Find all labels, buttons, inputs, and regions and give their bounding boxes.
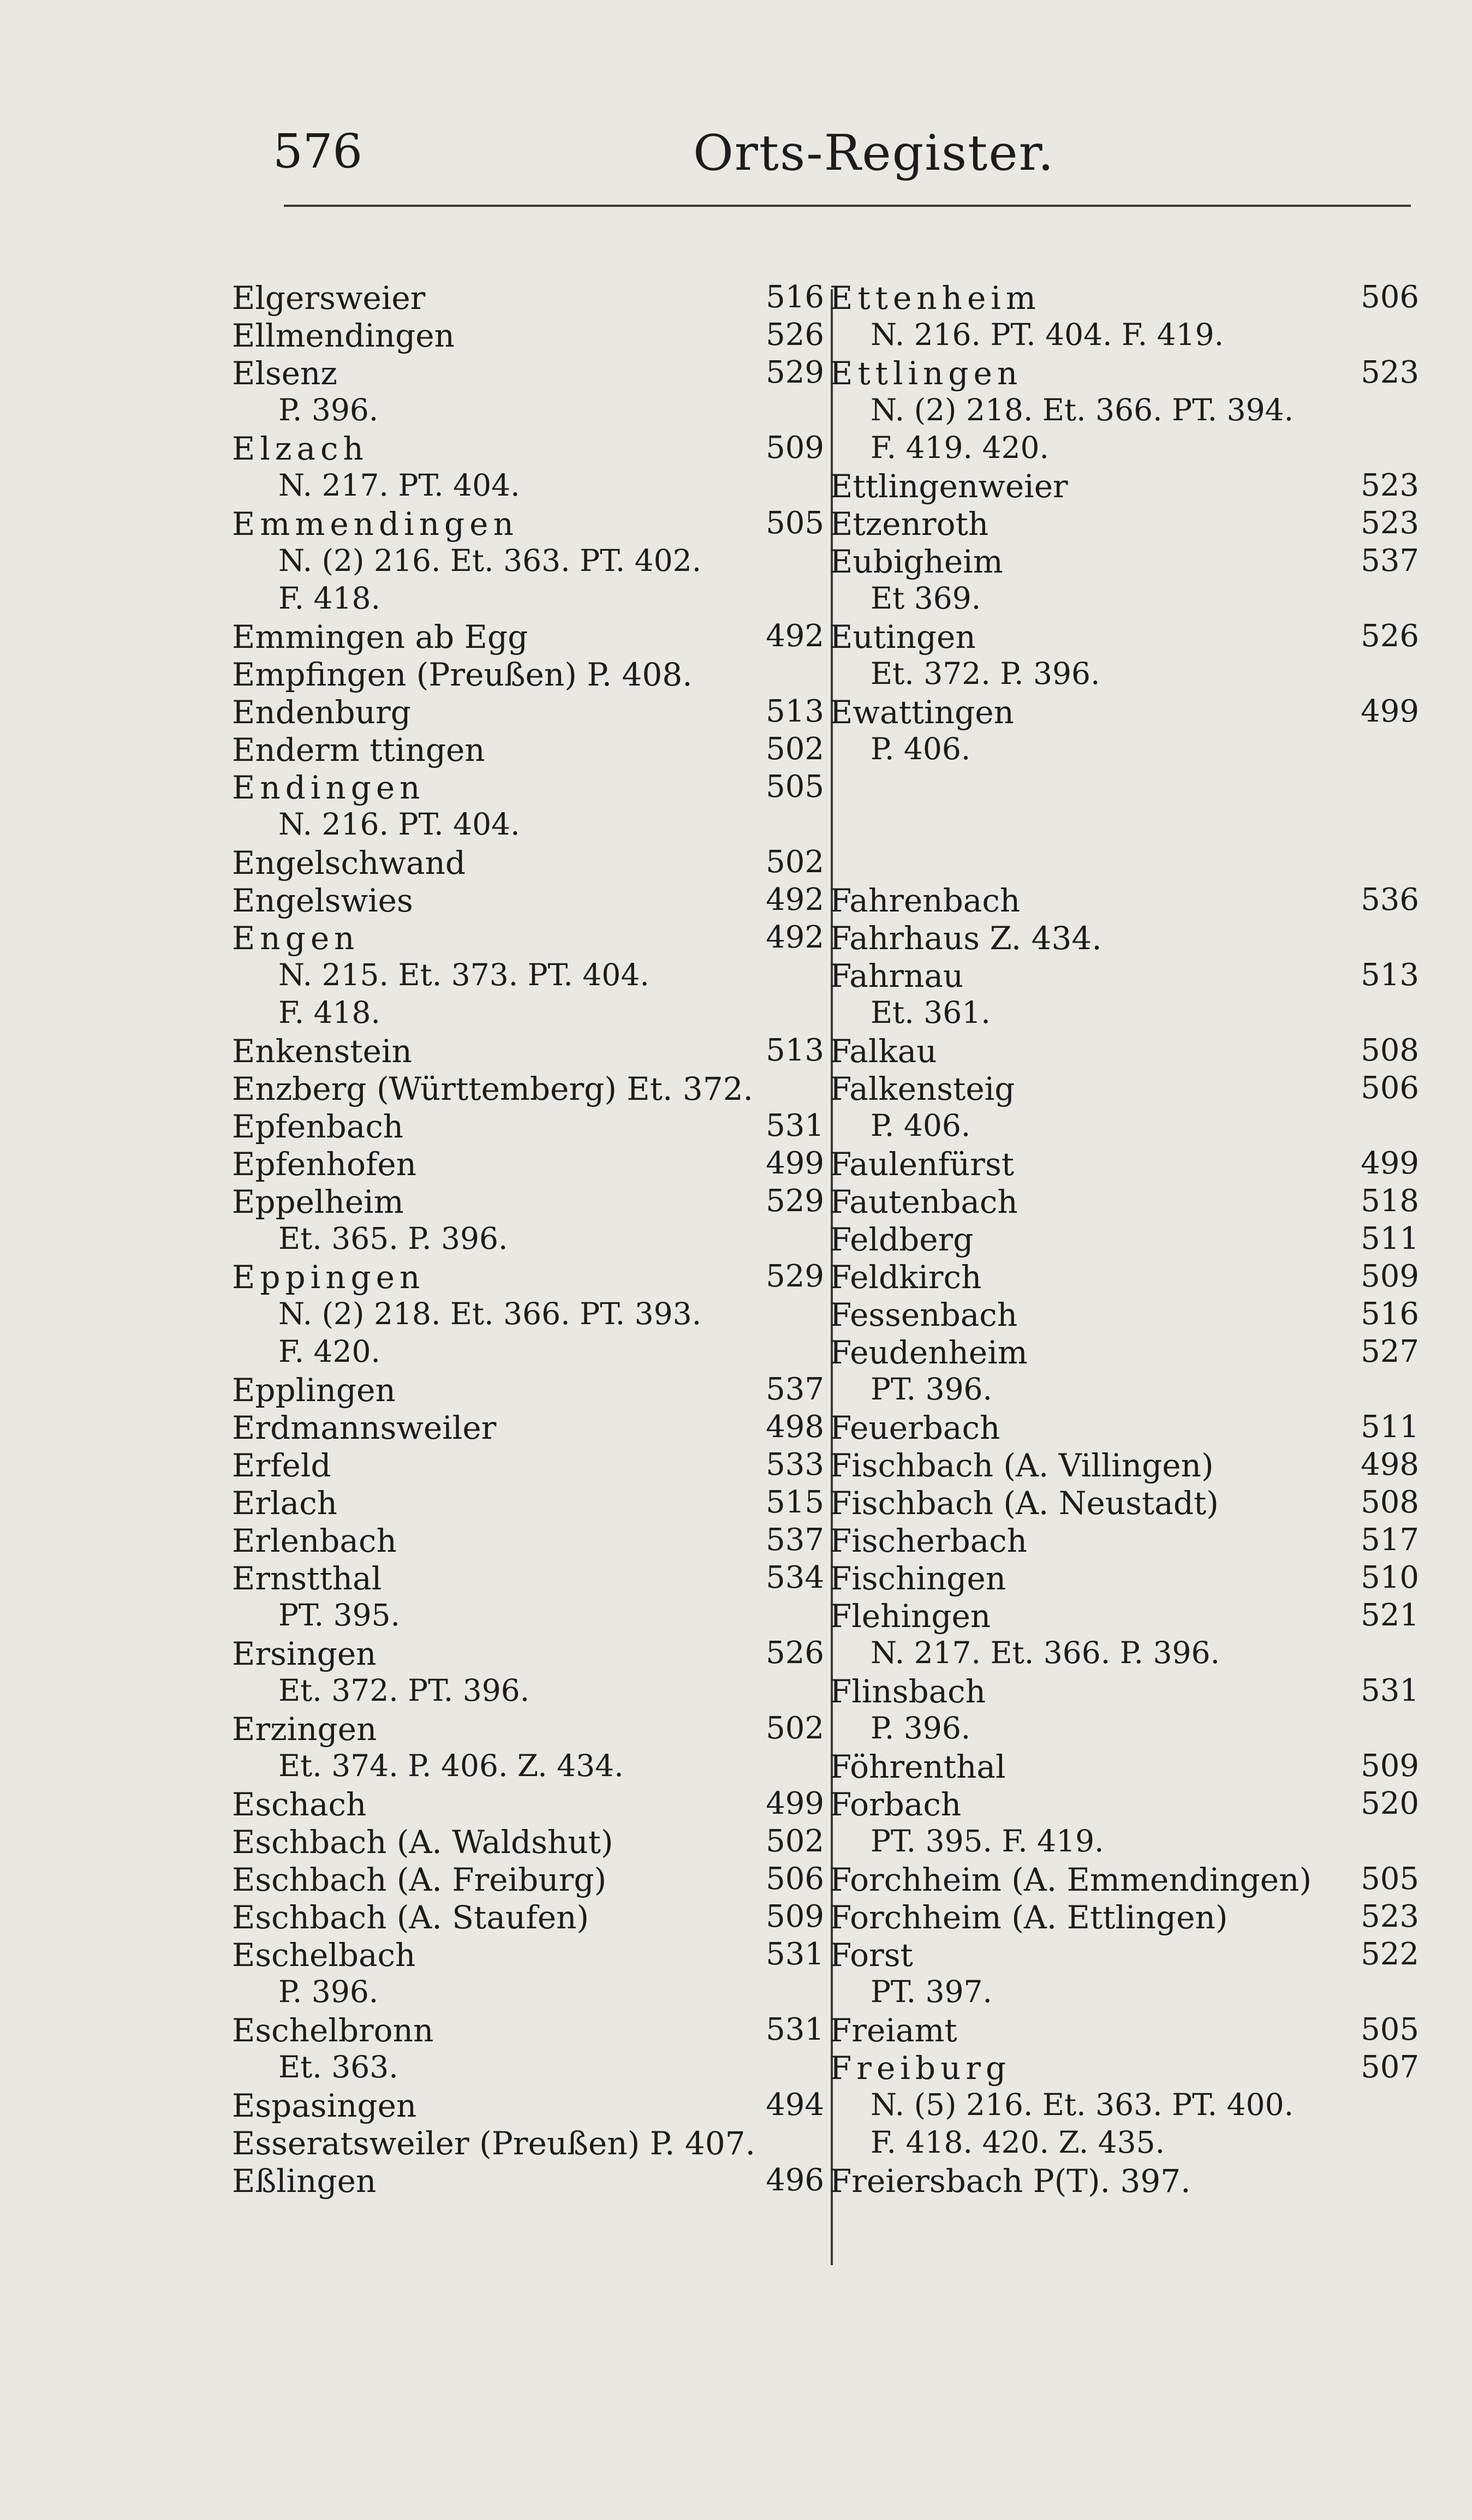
page-ref: 496 <box>766 2162 824 2198</box>
place-name: Erdmannsweiler <box>232 1409 497 1446</box>
page-ref: 526 <box>766 317 824 353</box>
index-entry <box>232 1934 824 1972</box>
place-name: Epfenbach <box>232 1108 404 1145</box>
index-subline <box>830 993 1419 1030</box>
place-name: Flehingen <box>830 1598 991 1635</box>
index-subline <box>232 2047 824 2085</box>
index-entry <box>232 1633 824 1671</box>
page-ref: 529 <box>766 1183 824 1219</box>
subline-text: F. 418. <box>278 581 381 616</box>
index-entry <box>830 1934 1419 1972</box>
index-entry <box>232 1784 824 1821</box>
index-entry <box>830 1256 1419 1294</box>
place-name: Endenburg <box>232 694 411 731</box>
place-name: Eutingen <box>830 618 976 656</box>
page-ref: 508 <box>1361 1033 1419 1068</box>
page-ref: 492 <box>766 920 824 955</box>
place-name: Ettenheim <box>830 279 1041 317</box>
place-name: Etzenroth <box>830 505 989 543</box>
page-ref: 505 <box>766 769 824 805</box>
index-subline <box>232 1972 824 2010</box>
page-ref: 502 <box>766 844 824 880</box>
place-name: Elzach <box>232 430 368 467</box>
subline-text: Et. 361. <box>871 995 991 1030</box>
page-ref: 516 <box>1361 1296 1419 1332</box>
place-name: Faulenfürst <box>830 1146 1015 1183</box>
place-name: Enkenstein <box>232 1033 412 1070</box>
page-ref: 516 <box>766 279 824 315</box>
page-ref: 531 <box>766 2012 824 2047</box>
index-subline <box>232 805 824 842</box>
place-name: Freiburg <box>830 2050 1011 2087</box>
index-subline <box>232 955 824 993</box>
place-name: Fahrhaus Z. 434. <box>830 920 1102 957</box>
subline-text: N. (5) 216. Et. 363. PT. 400. <box>871 2087 1294 2122</box>
subline-text: Et. 374. P. 406. Z. 434. <box>278 1748 624 1783</box>
place-name: Fischerbach <box>830 1522 1027 1559</box>
index-entry <box>830 353 1419 390</box>
index-entry <box>232 277 824 315</box>
index-entry <box>232 503 824 541</box>
place-name: Emmingen ab Egg <box>232 618 528 656</box>
page-ref: 527 <box>1361 1334 1419 1369</box>
place-name: Feldkirch <box>830 1259 982 1296</box>
page-ref: 511 <box>1361 1409 1419 1445</box>
index-subline <box>232 466 824 503</box>
page-ref: 498 <box>1361 1447 1419 1482</box>
index-subline <box>830 654 1419 692</box>
index-subline <box>232 1746 824 1784</box>
page-ref: 523 <box>1361 468 1419 503</box>
page-ref: 517 <box>1361 1522 1419 1558</box>
page-ref: 511 <box>1361 1221 1419 1256</box>
page-ref: 492 <box>766 882 824 918</box>
index-entry <box>232 1106 824 1143</box>
index-entry <box>232 428 824 466</box>
page-ref: 505 <box>766 505 824 541</box>
page-ref: 537 <box>1361 543 1419 579</box>
index-entry <box>830 1143 1419 1181</box>
page-ref: 502 <box>766 1711 824 1746</box>
page-ref: 531 <box>766 1937 824 1972</box>
page-ref: 529 <box>766 355 824 390</box>
subline-text: Et. 372. P. 396. <box>871 656 1100 691</box>
page-ref: 522 <box>1361 1937 1419 1972</box>
index-entry <box>232 1030 824 1068</box>
subline-text: Et. 365. P. 396. <box>278 1221 508 1256</box>
index-subline <box>830 729 1419 767</box>
page-ref: 499 <box>1361 694 1419 729</box>
subline-text: Et. 363. <box>278 2050 398 2084</box>
page-ref: 506 <box>766 1861 824 1897</box>
subline-text: P. 406. <box>871 1108 971 1143</box>
index-entry <box>830 1181 1419 1219</box>
index-entry <box>830 1595 1419 1633</box>
subline-text: Et 369. <box>871 581 981 616</box>
page-ref: 518 <box>1361 1183 1419 1219</box>
subline-text: N. 217. Et. 366. P. 396. <box>871 1635 1220 1670</box>
left-column <box>232 277 824 2198</box>
index-entry <box>232 1520 824 1558</box>
place-name: Ettlingen <box>830 355 1023 392</box>
index-entry <box>232 1482 824 1520</box>
index-subline <box>830 579 1419 616</box>
page-ref: 498 <box>766 1409 824 1445</box>
right-column <box>830 277 1419 2198</box>
page-ref: 537 <box>766 1522 824 1558</box>
place-name: Fautenbach <box>830 1183 1018 1220</box>
index-entry <box>830 1520 1419 1558</box>
page-ref: 534 <box>766 1560 824 1595</box>
place-name: Feldberg <box>830 1221 974 1258</box>
place-name: Forbach <box>830 1786 962 1823</box>
index-subline <box>232 1671 824 1708</box>
index-entry <box>830 1294 1419 1332</box>
subline-text: PT. 396. <box>871 1372 993 1407</box>
place-name: Forchheim (A. Emmendingen) <box>830 1861 1312 1898</box>
place-name: Ernstthal <box>232 1560 382 1597</box>
subline-text: N. (2) 218. Et. 366. PT. 393. <box>278 1296 702 1331</box>
index-entry <box>232 654 824 692</box>
place-name: Falkau <box>830 1033 937 1070</box>
index-entry <box>830 955 1419 993</box>
index-subline <box>232 1219 824 1256</box>
index-entry <box>232 1256 824 1294</box>
index-entry <box>232 616 824 654</box>
place-name: Fischbach (A. Neustadt) <box>830 1485 1219 1522</box>
index-entry <box>232 315 824 353</box>
subline-text: N. 217. PT. 404. <box>278 468 520 503</box>
index-entry <box>232 767 824 805</box>
place-name: Eschelbach <box>232 1937 416 1974</box>
place-name: Erfeld <box>232 1447 331 1484</box>
index-entry <box>232 729 824 767</box>
place-name: Falkensteig <box>830 1070 1015 1107</box>
index-subline <box>232 1332 824 1369</box>
index-entry <box>830 1068 1419 1106</box>
subline-text: PT. 395. <box>278 1598 401 1633</box>
page-ref: 499 <box>766 1786 824 1821</box>
index-entry <box>830 1407 1419 1445</box>
place-name: Eßlingen <box>232 2162 377 2200</box>
index-subline <box>830 1633 1419 1671</box>
subline-text: P. 396. <box>871 1711 971 1745</box>
place-name: Engelschwand <box>232 844 466 881</box>
index-entry <box>232 1181 824 1219</box>
index-entry <box>830 1219 1419 1256</box>
subline-text: PT. 395. F. 419. <box>871 1824 1104 1858</box>
subline-text: F. 420. <box>278 1334 381 1369</box>
header-rule <box>284 205 1411 207</box>
page-ref: 533 <box>766 1447 824 1482</box>
index-entry <box>830 1445 1419 1482</box>
place-name: Eschbach (A. Freiburg) <box>232 1861 607 1898</box>
place-name: Föhrenthal <box>830 1748 1006 1785</box>
place-name: Freiamt <box>830 2012 957 2049</box>
place-name: Esseratsweiler (Preußen) P. 407. <box>232 2125 755 2162</box>
place-name: Emmendingen <box>232 505 519 543</box>
place-name: Forst <box>830 1937 913 1974</box>
place-name: Espasingen <box>232 2087 417 2124</box>
index-entry <box>830 880 1419 918</box>
index-subline <box>830 2123 1419 2160</box>
place-name: Epfenhofen <box>232 1146 417 1183</box>
place-name: Eubigheim <box>830 543 1003 580</box>
index-entry <box>830 918 1419 955</box>
place-name: Erlach <box>232 1485 338 1522</box>
index-subline <box>232 993 824 1030</box>
index-subline <box>232 1294 824 1332</box>
place-name: Ettlingenweier <box>830 468 1068 505</box>
page-ref: 492 <box>766 618 824 654</box>
page-ref: 509 <box>766 1899 824 1934</box>
index-subline <box>232 1595 824 1633</box>
index-entry <box>830 1332 1419 1369</box>
place-name: Fahrnau <box>830 957 964 994</box>
subline-text: F. 418. 420. Z. 435. <box>871 2125 1165 2160</box>
place-name: Ersingen <box>232 1635 377 1672</box>
page-ref: 509 <box>766 430 824 466</box>
index-subline <box>830 1369 1419 1407</box>
index-subline <box>830 390 1419 428</box>
page-ref: 506 <box>1361 1070 1419 1106</box>
place-name: Ewattingen <box>830 694 1014 731</box>
place-name: Eschach <box>232 1786 367 1823</box>
page-ref: 531 <box>1361 1673 1419 1708</box>
index-entry <box>830 2160 1419 2198</box>
place-name: Engelswies <box>232 882 413 919</box>
place-name: Eschbach (A. Staufen) <box>232 1899 589 1936</box>
subline-text: P. 406. <box>871 731 971 766</box>
page-ref: 505 <box>1361 1861 1419 1897</box>
index-entry <box>830 541 1419 579</box>
index-subline <box>830 428 1419 466</box>
page-ref: 499 <box>766 1146 824 1181</box>
place-name: Fischingen <box>830 1560 1006 1597</box>
page-ref: 513 <box>766 1033 824 1068</box>
index-subline <box>830 1972 1419 2010</box>
index-entry <box>830 1558 1419 1595</box>
page-ref: 526 <box>1361 618 1419 654</box>
index-entry <box>830 1897 1419 1934</box>
page-ref: 536 <box>1361 882 1419 918</box>
place-name: Epplingen <box>232 1372 396 1409</box>
place-name: Fessenbach <box>830 1296 1018 1333</box>
place-name: Ellmendingen <box>232 317 455 354</box>
subline-text: N. 215. Et. 373. PT. 404. <box>278 957 649 992</box>
index-subline <box>830 1708 1419 1746</box>
index-entry <box>232 1068 824 1106</box>
page-ref: 509 <box>1361 1259 1419 1294</box>
page-ref: 502 <box>766 731 824 767</box>
index-entry <box>232 2123 824 2160</box>
place-name: Eppelheim <box>232 1183 404 1220</box>
place-name: Erzingen <box>232 1711 377 1748</box>
spacer <box>830 767 1419 805</box>
subline-text: N. (2) 216. Et. 363. PT. 402. <box>278 543 702 578</box>
index-subline <box>830 1106 1419 1143</box>
subline-text: P. 396. <box>278 392 379 427</box>
subline-text: P. 396. <box>278 1974 379 2009</box>
index-entry <box>830 1671 1419 1708</box>
place-name: Engen <box>232 920 360 957</box>
index-entry <box>232 842 824 880</box>
index-entry <box>830 1030 1419 1068</box>
spacer <box>830 805 1419 842</box>
page-ref: 529 <box>766 1259 824 1294</box>
page-ref: 509 <box>1361 1748 1419 1784</box>
page-ref: 531 <box>766 1108 824 1143</box>
place-name: Eppingen <box>232 1259 425 1296</box>
index-subline <box>830 2085 1419 2123</box>
page-ref: 520 <box>1361 1786 1419 1821</box>
index-entry <box>232 1445 824 1482</box>
subline-text: PT. 397. <box>871 1974 993 2009</box>
index-entry <box>232 1897 824 1934</box>
index-entry <box>830 692 1419 729</box>
page-ref: 505 <box>1361 2012 1419 2047</box>
index-entry <box>232 918 824 955</box>
page-ref: 508 <box>1361 1485 1419 1520</box>
index-entry <box>232 1859 824 1897</box>
subline-text: N. 216. PT. 404. <box>278 807 520 842</box>
place-name: Endingen <box>232 769 425 806</box>
page-ref: 507 <box>1361 2050 1419 2085</box>
index-entry <box>830 277 1419 315</box>
running-title: Orts-Register. <box>693 124 1055 182</box>
place-name: Erlenbach <box>232 1522 397 1559</box>
subline-text: N. (2) 218. Et. 366. PT. 394. <box>871 392 1294 427</box>
subline-text: F. 418. <box>278 995 381 1030</box>
index-entry <box>830 503 1419 541</box>
index-entry <box>232 2085 824 2123</box>
place-name: Feudenheim <box>830 1334 1028 1371</box>
page-ref: 523 <box>1361 355 1419 390</box>
page-ref: 526 <box>766 1635 824 1671</box>
page-ref: 502 <box>766 1824 824 1859</box>
place-name: Fahrenbach <box>830 882 1021 919</box>
place-name: Elgersweier <box>232 279 426 317</box>
index-entry <box>830 1859 1419 1897</box>
page-ref: 499 <box>1361 1146 1419 1181</box>
place-name: Fischbach (A. Villingen) <box>830 1447 1214 1484</box>
place-name: Freiersbach P(T). 397. <box>830 2162 1191 2200</box>
subline-text: N. 216. PT. 404. F. 419. <box>871 317 1224 352</box>
index-entry <box>830 616 1419 654</box>
place-name: Empfingen (Preußen) P. 408. <box>232 656 693 693</box>
page-ref: 537 <box>766 1372 824 1407</box>
place-name: Eschbach (A. Waldshut) <box>232 1824 613 1861</box>
index-entry <box>830 466 1419 503</box>
page-header <box>0 0 1472 218</box>
place-name: Eschelbronn <box>232 2012 434 2049</box>
place-name: Enzberg (Württemberg) Et. 372. <box>232 1070 753 1107</box>
index-entry <box>830 1784 1419 1821</box>
place-name: Elsenz <box>232 355 337 392</box>
index-entry <box>232 1708 824 1746</box>
spacer <box>830 842 1419 880</box>
index-entry <box>232 880 824 918</box>
index-entry <box>232 2010 824 2047</box>
index-subline <box>830 1821 1419 1859</box>
index-subline <box>830 315 1419 353</box>
page-ref: 523 <box>1361 505 1419 541</box>
page-ref: 494 <box>766 2087 824 2123</box>
index-entry <box>232 1407 824 1445</box>
index-subline <box>232 390 824 428</box>
page-ref: 521 <box>1361 1598 1419 1633</box>
index-entry <box>830 1746 1419 1784</box>
page-number: 576 <box>273 124 363 179</box>
index-entry <box>830 1482 1419 1520</box>
page-ref: 513 <box>766 694 824 729</box>
page-ref: 506 <box>1361 279 1419 315</box>
page-ref: 513 <box>1361 957 1419 993</box>
subline-text: Et. 372. PT. 396. <box>278 1673 530 1708</box>
index-entry <box>232 1558 824 1595</box>
place-name: Enderm ttingen <box>232 731 485 768</box>
index-entry <box>830 2010 1419 2047</box>
index-entry <box>232 1821 824 1859</box>
index-entry <box>232 692 824 729</box>
place-name: Flinsbach <box>830 1673 986 1710</box>
index-subline <box>232 541 824 579</box>
index-entry <box>830 2047 1419 2085</box>
index-entry <box>232 353 824 390</box>
page-ref: 515 <box>766 1485 824 1520</box>
index-entry <box>232 1369 824 1407</box>
page-ref: 523 <box>1361 1899 1419 1934</box>
page-ref: 510 <box>1361 1560 1419 1595</box>
index-entry <box>232 2160 824 2198</box>
index-subline <box>232 579 824 616</box>
place-name: Feuerbach <box>830 1409 1000 1446</box>
index-entry <box>232 1143 824 1181</box>
subline-text: F. 419. 420. <box>871 430 1049 465</box>
place-name: Forchheim (A. Ettlingen) <box>830 1899 1228 1936</box>
